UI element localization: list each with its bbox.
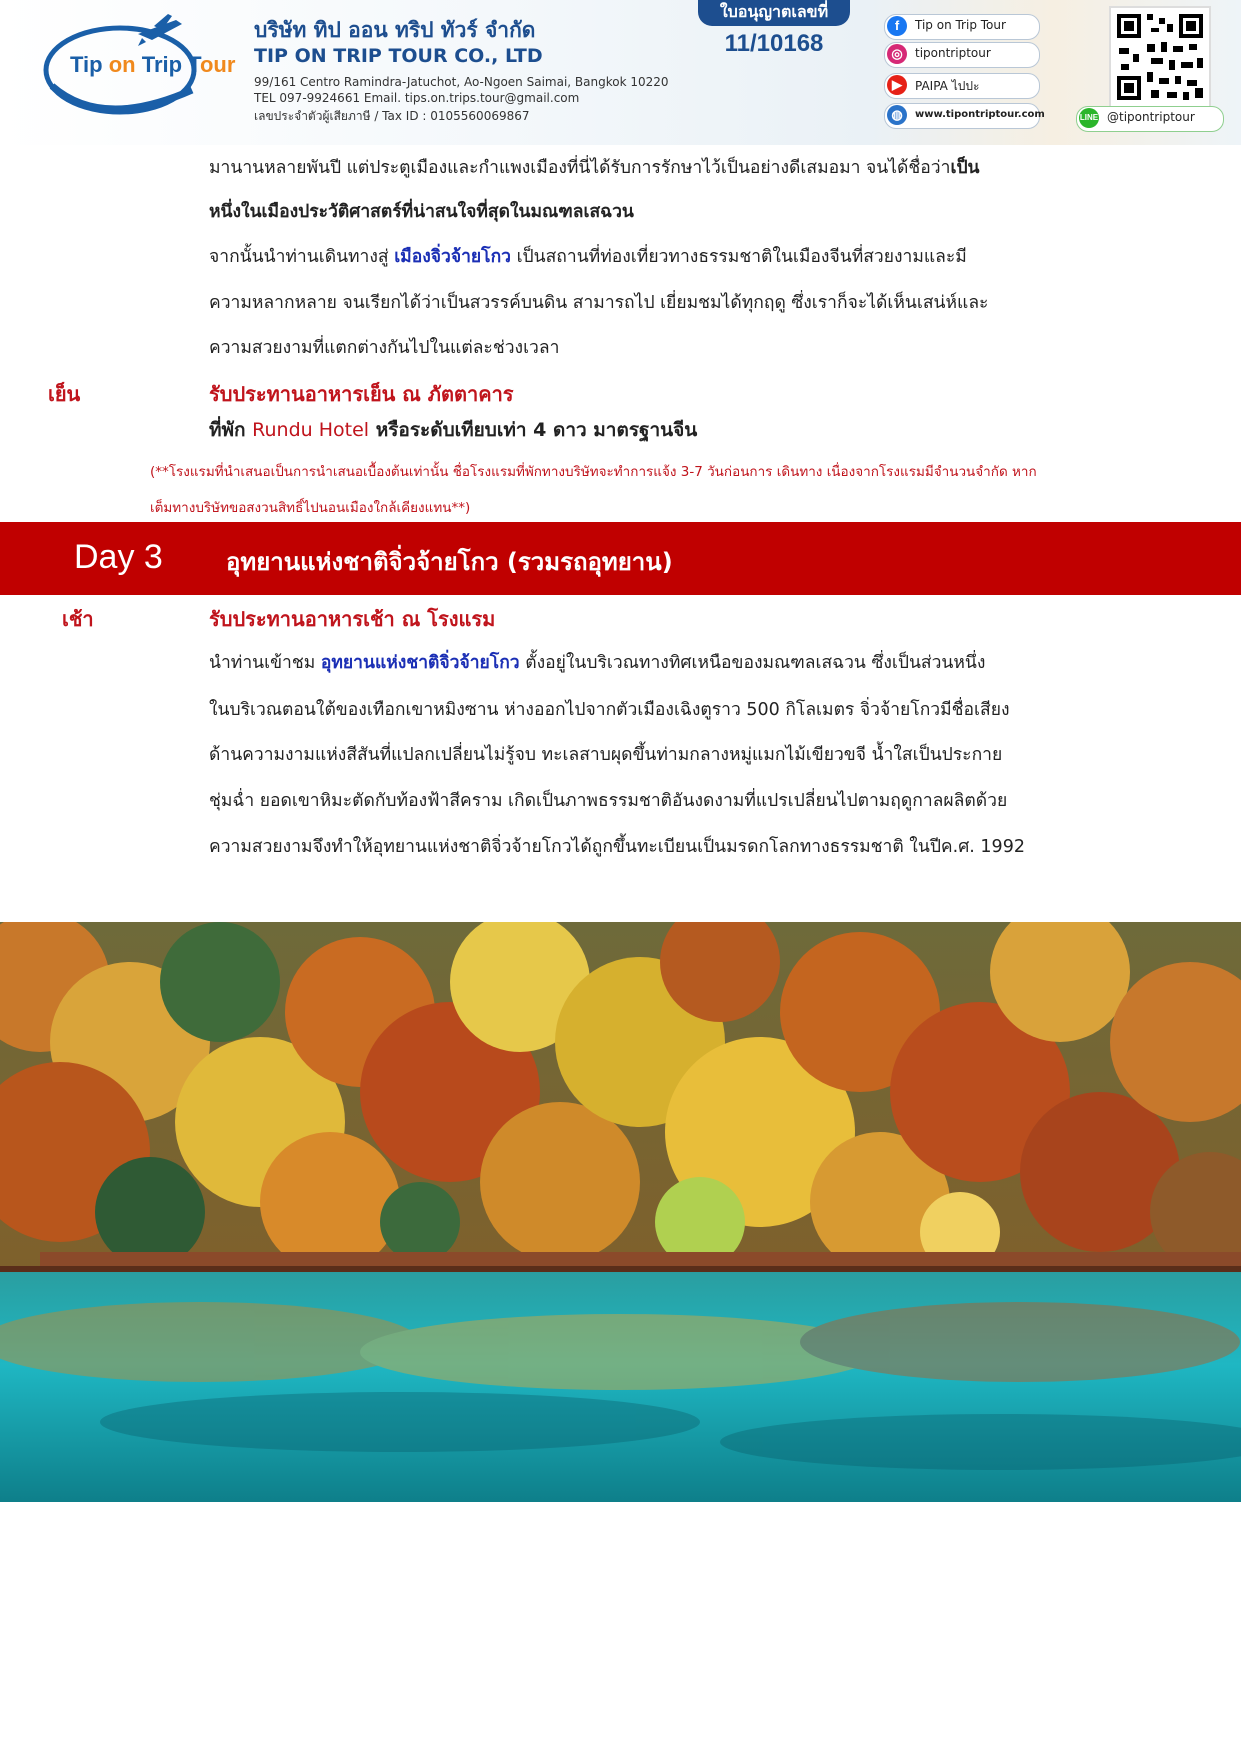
- license-label: ใบอนุญาตเลขที่: [698, 0, 850, 26]
- breakfast-text: รับประทานอาหารเช้า ณ โรงแรม: [209, 607, 496, 631]
- youtube-icon: ▶: [887, 75, 907, 95]
- license-number: 11/10168: [724, 30, 824, 57]
- instagram-icon: ◎: [887, 44, 907, 64]
- paragraph-line: ความหลากหลาย จนเรียกได้ว่าเป็นสวรรค์บนดิน สามารถไป เยี่ยมชมได้ทุกฤดู ซึ่งเราก็จะได้เห็นเสน่ห์และ: [209, 293, 989, 313]
- instagram-link[interactable]: ◎ tipontriptour: [884, 42, 1040, 68]
- line-icon: LINE: [1079, 108, 1099, 128]
- day-title: อุทยานแห่งชาติจิ่วจ้ายโกว (รวมรถอุทยาน): [226, 548, 673, 576]
- hotel-note: เต็มทางบริษัทขอสงวนสิทธิ์ไปนอนเมืองใกล้เคียงแทน**): [150, 500, 471, 516]
- paragraph-line: ด้านความงามแห่งสีสันที่แปลกเปลี่ยนไม่รู้จบ ทะเลสาบผุดขึ้นท่ามกลางหมู่แมกไม้เขียวขจี น้ำใสเป็นประกาย: [209, 745, 1003, 765]
- company-address: 99/161 Centro Ramindra-Jatuchot, Ao-Ngoen Saimai, Bangkok 10220: [254, 75, 669, 89]
- hotel-note: (**โรงแรมที่นำเสนอเป็นการนำเสนอเบื้องต้นเท่านั้น ชื่อโรงแรมที่พักทางบริษัทจะทำการแจ้ง 3-7 วันก่อนการ เดินทาง เนื่องจากโรงแรมมีจำนวนจำกัด หาก: [150, 464, 1037, 480]
- line-link[interactable]: LINE @tipontriptour: [1076, 106, 1224, 132]
- logo-text: Tip on Trip Tour: [70, 52, 236, 77]
- paragraph-line: ความสวยงามที่แตกต่างกันไปในแต่ละช่วงเวลา: [209, 338, 560, 358]
- jiuzhaigou-lake-photo: [0, 922, 1241, 1502]
- paragraph-line: มานานหลายพันปี แต่ประตูเมืองและกำแพงเมืองที่นี่ได้รับการรักษาไว้เป็นอย่างดีเสมอมา จนได้ชื่อว่าเป็น: [209, 158, 980, 178]
- website-link[interactable]: ◍ www.tipontriptour.com: [884, 103, 1040, 129]
- dinner-label: เย็น: [48, 382, 81, 406]
- company-logo: [42, 12, 236, 120]
- facebook-icon: f: [887, 16, 907, 36]
- breakfast-label: เช้า: [62, 607, 94, 631]
- dinner-text: รับประทานอาหารเย็น ณ ภัตตาคาร: [209, 382, 514, 406]
- company-tax-id: เลขประจำตัวผู้เสียภาษี / Tax ID : 0105560069867: [254, 109, 530, 123]
- paragraph-line: จากนั้นนำท่านเดินทางสู่ เมืองจิ่วจ้ายโกว เป็นสถานที่ท่องเที่ยวทางธรรมชาติในเมืองจีนที่สวยงามและมี: [209, 247, 967, 267]
- paragraph-line: นำท่านเข้าชม อุทยานแห่งชาติจิ่วจ้ายโกว ตั้งอยู่ในบริเวณทางทิศเหนือของมณฑลเสฉวน ซึ่งเป็นส่วนหนึ่ง: [209, 653, 986, 673]
- globe-icon: ◍: [887, 105, 907, 125]
- qr-code: [1109, 6, 1211, 108]
- license-box: [698, 0, 850, 56]
- day-banner: [0, 522, 1241, 595]
- company-name-thai: บริษัท ทิป ออน ทริป ทัวร์ จำกัด: [254, 18, 536, 42]
- page-header: [0, 0, 1241, 145]
- company-contact: TEL 097-9924661 Email. tips.on.trips.tour@gmail.com: [254, 91, 580, 105]
- hotel-line: ที่พัก Rundu Hotel หรือระดับเทียบเท่า 4 ดาว มาตรฐานจีน: [209, 419, 698, 441]
- paragraph-line: ชุ่มฉ่ำ ยอดเขาหิมะตัดกับท้องฟ้าสีคราม เกิดเป็นภาพธรรมชาติอันงดงามที่แปรเปลี่ยนไปตามฤดูกาลผลิตด้วย: [209, 791, 1008, 811]
- company-name-english: TIP ON TRIP TOUR CO., LTD: [254, 45, 543, 67]
- day-number: Day 3: [74, 538, 163, 576]
- paragraph-line: ความสวยงามจึงทำให้อุทยานแห่งชาติจิ่วจ้ายโกวได้ถูกขึ้นทะเบียนเป็นมรดกโลกทางธรรมชาติ ในปีค.ศ. 1992: [209, 837, 1025, 857]
- facebook-link[interactable]: f Tip on Trip Tour: [884, 14, 1040, 40]
- youtube-link[interactable]: ▶ PAIPA ไปปะ: [884, 73, 1040, 99]
- paragraph-line: ในบริเวณตอนใต้ของเทือกเขาหมิงซาน ห่างออกไปจากตัวเมืองเฉิงตูราว 500 กิโลเมตร จิ่วจ้ายโกวมีชื่อเสียง: [209, 700, 1010, 720]
- paragraph-line: หนึ่งในเมืองประวัติศาสตร์ที่น่าสนใจที่สุดในมณฑลเสฉวน: [209, 202, 634, 222]
